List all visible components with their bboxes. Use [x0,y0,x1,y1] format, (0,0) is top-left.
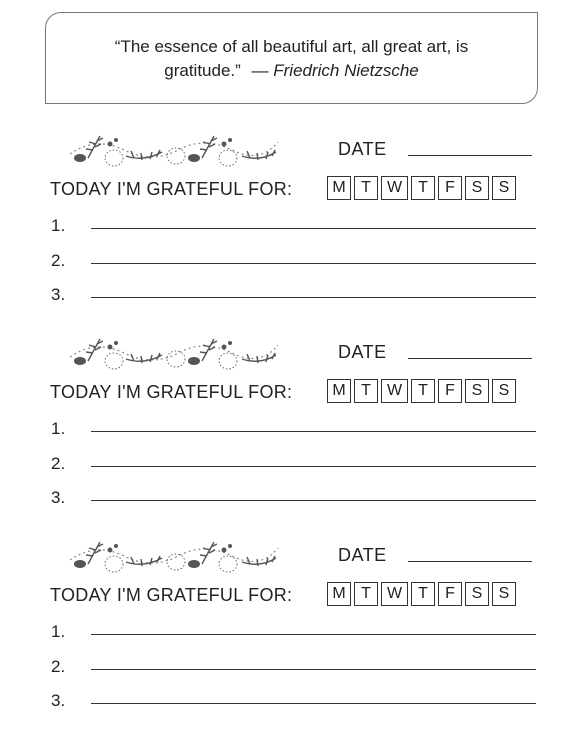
grateful-heading: TODAY I'M GRATEFUL FOR: [50,179,293,199]
grateful-heading: TODAY I'M GRATEFUL FOR: [50,585,293,605]
date-label: DATE [338,139,387,159]
weekday-selector [327,379,516,403]
floral-ornament-icon [66,128,282,170]
gratitude-entry [0,216,572,240]
day-box-thursday[interactable]: T [411,379,435,403]
entry-number: 2. [51,454,66,473]
entry-number: 3. [51,285,66,304]
gratitude-entry [0,691,572,715]
day-box-wednesday[interactable]: W [381,379,408,403]
date-field[interactable] [408,561,532,562]
day-box-friday[interactable]: F [438,176,462,200]
entry-writing-line[interactable] [91,431,536,432]
day-box-saturday[interactable]: S [465,379,489,403]
gratitude-entry [0,419,572,443]
day-box-wednesday[interactable]: W [381,582,408,606]
day-box-tuesday[interactable]: T [354,379,378,403]
day-box-saturday[interactable]: S [465,582,489,606]
entry-number: 3. [51,691,66,710]
entry-number: 1. [51,419,66,438]
gratitude-entry [0,454,572,478]
day-box-sunday[interactable]: S [492,582,516,606]
entry-number: 2. [51,657,66,676]
floral-ornament-icon [66,331,282,373]
date-field[interactable] [408,358,532,359]
quote-author: — Friedrich Nietzsche [251,61,419,80]
entry-writing-line[interactable] [91,500,536,501]
quote-text: “The essence of all beautiful art, all great art, is gratitude.” [114,37,469,80]
day-box-sunday[interactable]: S [492,176,516,200]
gratitude-entry [0,657,572,681]
day-box-wednesday[interactable]: W [381,176,408,200]
date-field[interactable] [408,155,532,156]
entry-writing-line[interactable] [91,466,536,467]
day-box-monday[interactable]: M [327,176,351,200]
entry-writing-line[interactable] [91,669,536,670]
entry-writing-line[interactable] [91,263,536,264]
entry-number: 2. [51,251,66,270]
day-box-monday[interactable]: M [327,379,351,403]
day-box-monday[interactable]: M [327,582,351,606]
journal-entry-section [0,128,572,318]
day-box-thursday[interactable]: T [411,176,435,200]
entry-writing-line[interactable] [91,634,536,635]
journal-entry-section [0,331,572,521]
day-box-saturday[interactable]: S [465,176,489,200]
date-label: DATE [338,342,387,362]
day-box-tuesday[interactable]: T [354,582,378,606]
entry-writing-line[interactable] [91,703,536,704]
weekday-selector [327,176,516,200]
day-box-tuesday[interactable]: T [354,176,378,200]
quote-box [45,12,538,104]
day-box-friday[interactable]: F [438,582,462,606]
gratitude-entry [0,622,572,646]
date-label: DATE [338,545,387,565]
day-box-friday[interactable]: F [438,379,462,403]
gratitude-entry [0,488,572,512]
day-box-thursday[interactable]: T [411,582,435,606]
floral-ornament-icon [66,534,282,576]
gratitude-entry [0,251,572,275]
entry-writing-line[interactable] [91,297,536,298]
gratitude-entry [0,285,572,309]
weekday-selector [327,582,516,606]
grateful-heading: TODAY I'M GRATEFUL FOR: [50,382,293,402]
entry-number: 1. [51,622,66,641]
entry-number: 1. [51,216,66,235]
entry-writing-line[interactable] [91,228,536,229]
day-box-sunday[interactable]: S [492,379,516,403]
entry-number: 3. [51,488,66,507]
journal-entry-section [0,534,572,724]
